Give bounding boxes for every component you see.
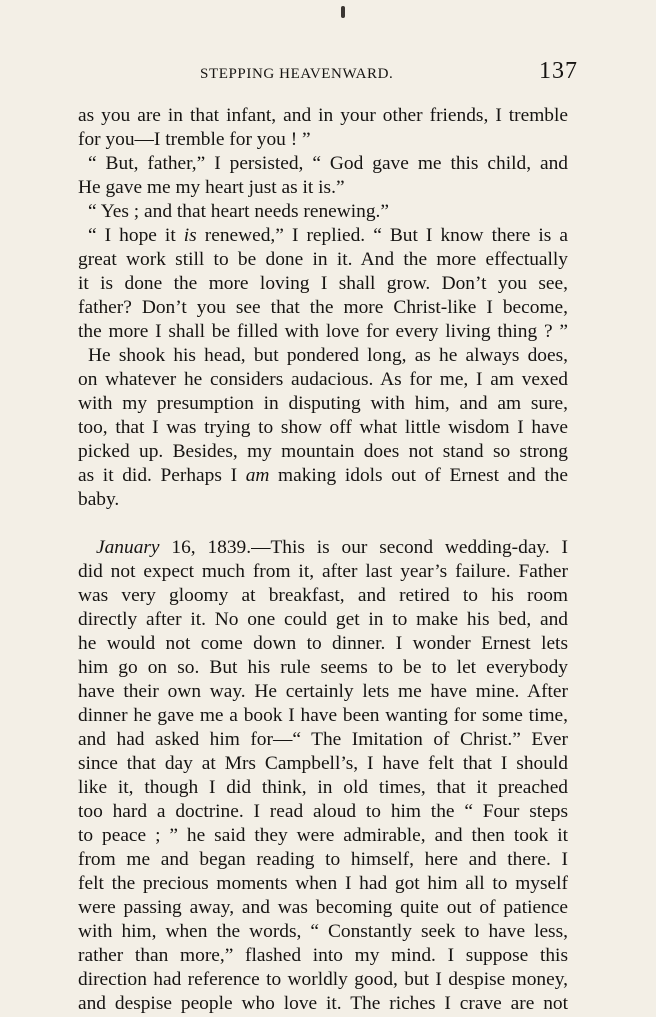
text-line: dinner he gave me a book I have been wanting for some time, — [78, 705, 568, 726]
text-line: like it, though I did think, in old times, that it preached — [78, 777, 568, 798]
emphasized-word: is — [183, 225, 197, 246]
text-line: from me and began reading to himself, here and there. I — [78, 849, 568, 870]
text-line: since that day at Mrs Campbell’s, I have felt that I should — [78, 753, 568, 774]
text-line — [78, 535, 568, 561]
text-line: “ Yes ; and that heart needs renewing.” — [88, 201, 389, 222]
text-line: too hard a doctrine. I read aloud to him the “ Four steps — [78, 801, 568, 822]
text-line: baby. — [78, 489, 120, 510]
text-line — [78, 223, 568, 249]
text-line: and had asked him for—“ The Imitation of Christ.” Ever — [78, 729, 568, 750]
page-header — [200, 58, 600, 94]
text-line: for you—I tremble for you ! ” — [78, 129, 311, 150]
text-line: he would not come down to dinner. I wonder Ernest lets — [78, 633, 568, 654]
text-line: directly after it. No one could get in to make his bed, and — [78, 609, 568, 630]
text-line: “ But, father,” I persisted, “ God gave me this child, and — [88, 153, 568, 174]
text-line: to peace ; ” he said they were admirable, and then took it — [78, 825, 568, 846]
running-head: STEPPING HEAVENWARD. — [200, 66, 394, 82]
text-line: father? Don’t you see that the more Christ-like I become, — [78, 297, 568, 318]
text-run: as it did. Perhaps I — [78, 465, 246, 486]
text-line: with my presumption in disputing with him, and am sure, — [78, 393, 568, 414]
text-line: did not expect much from it, after last year’s failure. Father — [78, 561, 568, 582]
text-line: the more I shall be filled with love for every living thing ? ” — [78, 321, 568, 342]
ink-speck — [341, 6, 345, 18]
text-line: rather than more,” flashed into my mind. I suppose this — [78, 945, 568, 966]
text-line: too, that I was trying to show off what little wisdom I have — [78, 417, 568, 438]
text-line: was very gloomy at breakfast, and retired to his room — [78, 585, 568, 606]
text-line: it is done the more loving I shall grow. Don’t you see, — [78, 273, 568, 294]
text-line: picked up. Besides, my mountain does not stand so strong — [78, 441, 568, 462]
text-line: on whatever he considers audacious. As for me, I am vexed — [78, 369, 568, 390]
emphasized-word: am — [245, 465, 270, 486]
text-line: him go on so. But his rule seems to be to let everybody — [78, 657, 568, 678]
text-run: making idols out of Ernest and the — [269, 465, 568, 486]
text-line — [78, 463, 568, 489]
text-line: He gave me my heart just as it is.” — [78, 177, 345, 198]
text-line: have their own way. He certainly lets me have mine. After — [78, 681, 568, 702]
text-line: as you are in that infant, and in your other friends, I tremble — [78, 105, 568, 126]
text-run: “ I hope it — [88, 225, 184, 246]
diary-date: January — [96, 537, 160, 558]
text-line: direction had reference to worldly good, but I despise money, — [78, 969, 568, 990]
text-line: felt the precious moments when I had got him all to myself — [78, 873, 568, 894]
text-line: great work still to be done in it. And the more effectually — [78, 249, 568, 270]
text-line: with him, when the words, “ Constantly seek to have less, — [78, 921, 568, 942]
text-line: He shook his head, but pondered long, as he always does, — [88, 345, 568, 366]
text-line: and despise people who love it. The riches I crave are not — [78, 993, 568, 1014]
text-run: renewed,” I replied. “ But I know there is a — [196, 225, 568, 246]
page-number: 137 — [539, 58, 578, 84]
text-run: 16, 1839.—This is our second wedding-day. I — [159, 537, 568, 558]
text-line: were passing away, and was becoming quite out of patience — [78, 897, 568, 918]
